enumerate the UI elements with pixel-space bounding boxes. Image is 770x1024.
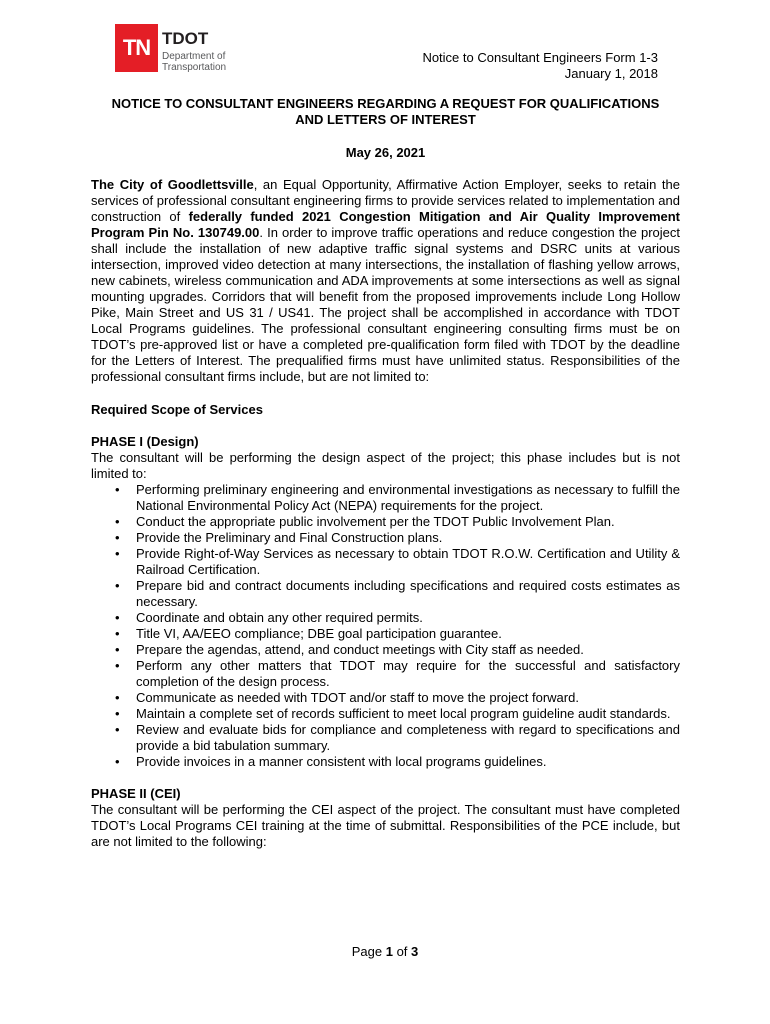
bullet-icon: • xyxy=(115,482,120,497)
list-item: • Prepare bid and contract documents including specifications and required costs estimates as necessary. xyxy=(115,578,680,609)
phase1-list xyxy=(91,482,680,770)
form-identifier xyxy=(422,50,658,82)
list-item: • Provide invoices in a manner consistent with local programs guidelines. xyxy=(115,754,547,769)
tdot-logo xyxy=(115,24,245,76)
city-name: The City of Goodlettsville xyxy=(91,177,254,192)
phase2-heading: PHASE II (CEI) xyxy=(91,786,181,801)
notice-date: May 26, 2021 xyxy=(345,145,426,160)
bullet-icon: • xyxy=(115,754,120,769)
form-name: Notice to Consultant Engineers Form 1-3 xyxy=(422,50,658,65)
list-item: • Conduct the appropriate public involvement per the TDOT Public Involvement Plan. xyxy=(115,514,615,529)
bullet-icon: • xyxy=(115,722,120,737)
logo-subtitle-line-1: Department of xyxy=(162,51,226,62)
list-item: • Provide Right-of-Way Services as necessary to obtain TDOT R.O.W. Certification and Utility & Railroad Certification. xyxy=(115,546,680,577)
list-item: • Perform any other matters that TDOT may require for the successful and satisfactory completion of the design process. xyxy=(115,658,680,689)
program-name: federally funded 2021 Congestion Mitigation and Air Quality Improvement Program Pin No. 130749.00 xyxy=(91,209,681,240)
title-line-1: NOTICE TO CONSULTANT ENGINEERS REGARDING A REQUEST FOR QUALIFICATIONS xyxy=(111,96,660,111)
list-item: • Performing preliminary engineering and environmental investigations as necessary to fulfill the National Environmental Policy Act (NEPA) requirements for the project. xyxy=(115,482,680,513)
tn-logo-badge: TN xyxy=(115,24,158,72)
page-label: Page xyxy=(351,944,383,959)
bullet-icon: • xyxy=(115,658,120,673)
list-item: • Prepare the agendas, attend, and conduct meetings with City staff as needed. xyxy=(115,642,584,657)
list-item: • Provide the Preliminary and Final Construction plans. xyxy=(115,530,443,545)
bullet-icon: • xyxy=(115,690,120,705)
bullet-icon: • xyxy=(115,530,120,545)
intro-text-1: , an Equal Opportunity, Affirmative Action Employer, seeks to retain the services of professional consultant engineering firms to provide services related to implementation and construction of xyxy=(91,177,680,224)
page-current: 1 xyxy=(385,944,393,959)
bullet-icon: • xyxy=(115,546,120,561)
list-item: • Coordinate and obtain any other required permits. xyxy=(115,610,423,625)
list-item: • Title VI, AA/EEO compliance; DBE goal participation guarantee. xyxy=(115,626,502,641)
scope-heading: Required Scope of Services xyxy=(91,402,263,417)
phase1-description: The consultant will be performing the design aspect of the project; this phase includes but is not limited to: xyxy=(91,450,680,481)
bullet-icon: • xyxy=(115,610,120,625)
document-body xyxy=(91,96,680,850)
list-item: • Maintain a complete set of records sufficient to meet local program guideline audit standards. xyxy=(115,706,671,721)
logo-title: TDOT xyxy=(162,29,209,48)
form-date: January 1, 2018 xyxy=(564,66,658,81)
page-footer xyxy=(0,944,770,959)
list-item: • Communicate as needed with TDOT and/or staff to move the project forward. xyxy=(115,690,579,705)
bullet-icon: • xyxy=(115,626,120,641)
logo-subtitle-line-2: Transportation xyxy=(162,62,227,73)
intro-paragraph xyxy=(91,177,680,385)
logo-subtitle xyxy=(162,51,252,73)
intro-text-2: . In order to improve traffic operations and reduce congestion the project shall include the installation of new adaptive traffic signal systems and DSRC units at various intersection, improved video detection at many intersections, the installation of flashing yellow arrows, new cabinets, wireless communication and ADA improvements at some intersections as well as signal mounting upgrades. Corridors that will benefit from the proposed improvements include Long Hollow Pike, Main Street and US 31 / US41. The project shall be accomplished in accordance with TDOT Local Programs guidelines. The professional consultant engineering consulting firms must be on TDOT’s pre-approved list or have a completed pre-qualification form filed with TDOT by the deadline for the Letters of Interest. The prequalified firms must have unlimited status. Responsibilities of the professional consultant firms include, but are not limited to: xyxy=(91,225,680,384)
bullet-icon: • xyxy=(115,706,120,721)
title-line-2: AND LETTERS OF INTEREST xyxy=(295,112,476,127)
phase1-heading: PHASE I (Design) xyxy=(91,434,199,449)
bullet-icon: • xyxy=(115,514,120,529)
list-item: • Review and evaluate bids for compliance and completeness with regard to specifications and provide a bid tabulation summary. xyxy=(115,722,680,753)
of-label: of xyxy=(396,944,408,959)
bullet-icon: • xyxy=(115,578,120,593)
phase2-description: The consultant will be performing the CEI aspect of the project. The consultant must have completed TDOT’s Local Programs CEI training at the time of submittal. Responsibilities of the PCE include, but are not limited to the following: xyxy=(91,802,680,849)
page-total: 3 xyxy=(411,944,419,959)
bullet-icon: • xyxy=(115,642,120,657)
document-title xyxy=(91,96,680,128)
